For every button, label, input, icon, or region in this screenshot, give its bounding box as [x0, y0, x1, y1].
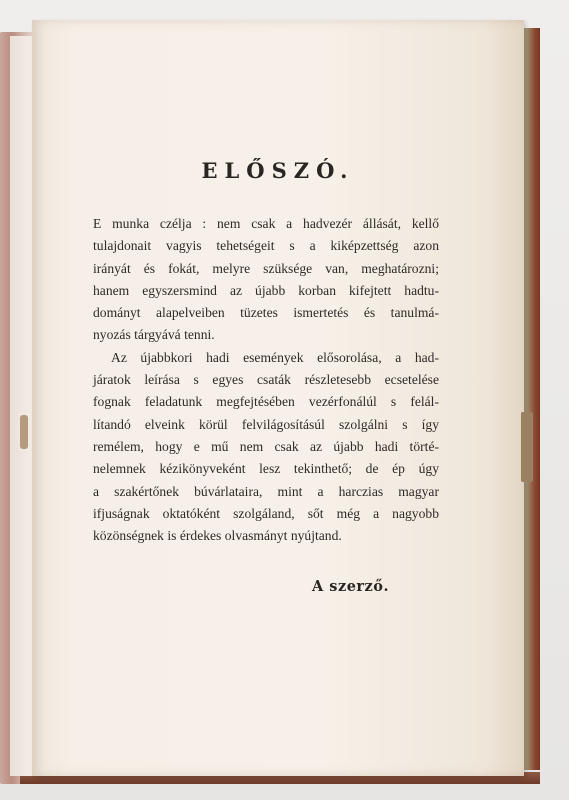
text-line: a szakértőnek búvárlataira, mint a harczias magyar	[93, 483, 439, 499]
text-line: irányát és fokát, melyre szüksége van, meghatározni;	[93, 260, 439, 276]
page-tab	[521, 412, 533, 482]
text-line: nelemnek kézikönyveként lesz tekinthető; de ép úgy	[93, 461, 439, 477]
text-line: tulajdonait vagyis tehetségeit s a kiképzettség azon	[93, 238, 439, 254]
text-line: E munka czélja : nem csak a hadvezér állását, kellő	[93, 216, 439, 231]
text-line: járatok leírása s egyes csaták részletesebb ecsetelése	[93, 372, 439, 388]
text-line: ifjuságnak oktatóként szolgáland, sőt még a nagyobb	[93, 505, 439, 521]
text-line: hanem egyszersmind az újabb korban kifejtett hadtu-	[93, 282, 439, 298]
preface-text	[93, 213, 439, 547]
text-line: lítandó elveink körül felvilágosításúl szolgálni s így	[93, 416, 439, 432]
text-line: nyozás tárgyává tenni.	[93, 327, 215, 343]
text-line: dományt alapelveiben tüzetes ismertetés és tanulmá-	[93, 305, 439, 321]
text-line: fognak feladatunk megfejtésében vezérfonálúl s felál-	[93, 394, 439, 410]
text-line: Az újabbkori hadi események elősorolása, a had-	[111, 349, 439, 365]
previous-page-edge	[10, 36, 33, 776]
page-title: ELŐSZÓ.	[201, 158, 355, 183]
text-line: remélem, hogy e mű nem csak az újabb hadi törté-	[93, 438, 439, 454]
text-line: közönségnek is érdekes olvasmányt nyújtand.	[93, 528, 342, 544]
signature: A szerző.	[312, 578, 390, 595]
spine-stain	[20, 415, 28, 449]
